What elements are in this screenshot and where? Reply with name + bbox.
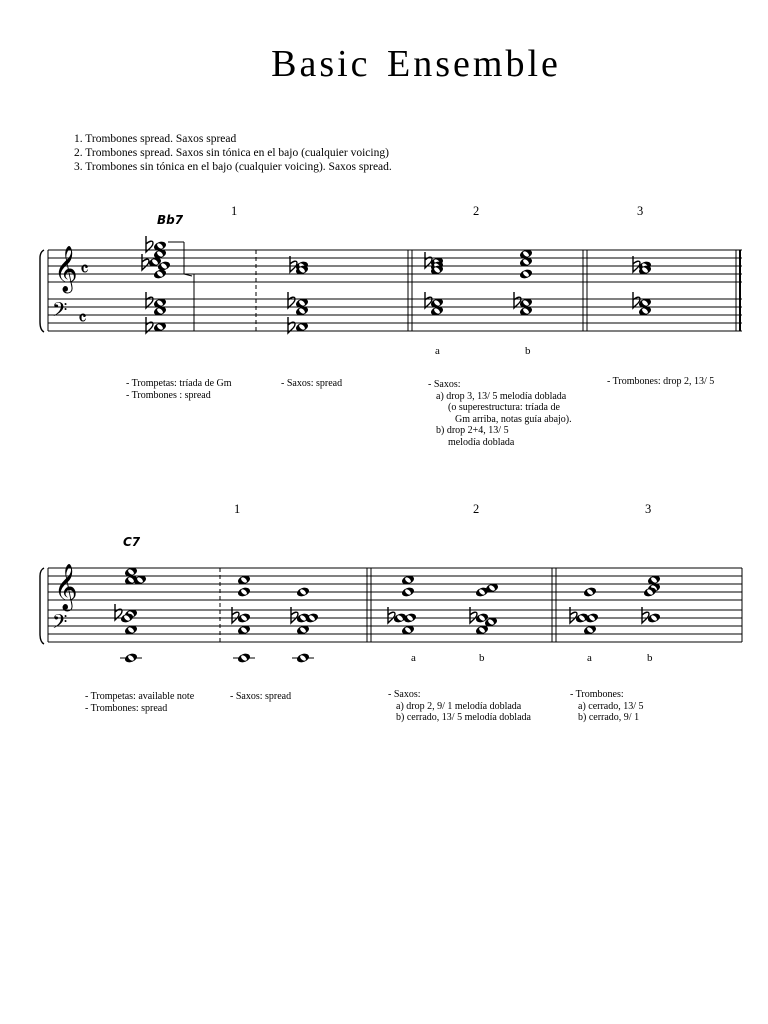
annotation-trumpets-trombones: - Trompetas: available note - Trombones: spread <box>85 691 195 714</box>
section-number-3: 3 <box>645 502 652 516</box>
bass-clef-icon: 𝄢 <box>52 610 68 638</box>
barlines <box>48 568 742 642</box>
section-number-1: 1 <box>231 204 238 218</box>
note-chord <box>388 574 417 636</box>
notes-system-2 <box>115 566 661 664</box>
note-chord <box>288 256 309 333</box>
note-chord <box>633 256 652 317</box>
section-number-1: 1 <box>234 502 241 516</box>
annotation-saxos: - Saxos: spread <box>230 691 292 702</box>
chord-symbol: Bb7 <box>157 213 184 227</box>
annotation-trombones-drop: - Trombones: drop 2, 13/ 5 <box>607 376 715 387</box>
annotation-saxos: - Saxos: spread <box>281 378 343 389</box>
section-number-3: 3 <box>637 204 644 218</box>
sublabel-b: b <box>525 345 531 357</box>
sublabel-a: a <box>411 652 416 664</box>
treble-clef-icon: 𝄞 <box>54 564 78 610</box>
grace-tail <box>168 242 192 276</box>
system-brace <box>40 568 44 644</box>
bass-clef-icon: 𝄢 <box>52 298 68 326</box>
notes-system-1 <box>142 236 652 333</box>
annotation-saxos-voicings: - Saxos: a) drop 3, 13/ 5 melodía doblada (o superestructura: tríada de Gm arriba, notas guía abajo). b) drop 2+4, 13/ 5 melodía doblada <box>428 379 572 448</box>
common-time-icon: 𝄴 <box>80 257 89 281</box>
section-number-2: 2 <box>473 502 480 516</box>
sublabel-a: a <box>587 652 592 664</box>
treble-clef-icon: 𝄞 <box>54 246 78 292</box>
note-chord <box>115 566 147 664</box>
note-chord <box>642 574 661 624</box>
section-number-2: 2 <box>473 204 480 218</box>
note-chord <box>146 292 167 333</box>
note-chord <box>291 586 319 664</box>
annotation-trombones-voicings: - Trombones: a) cerrado, 13/ 5 b) cerrado, 9/ 1 <box>570 689 644 724</box>
note-chord <box>470 582 499 636</box>
sublabel-a: a <box>435 345 440 357</box>
instruction-2: 2. Trombones spread. Saxos sin tónica en el bajo (cualquier voicing) <box>74 147 389 159</box>
page-title: Basic Ensemble <box>271 43 561 85</box>
sublabel-b: b <box>479 652 485 664</box>
annotation-trumpets-trombones: - Trompetas: tríada de Gm - Trombones : spread <box>126 378 232 401</box>
sublabel-b: b <box>647 652 653 664</box>
chord-symbol: C7 <box>123 535 141 549</box>
treble-staff-lines <box>48 568 742 600</box>
note-chord <box>570 586 599 636</box>
note-chord <box>232 574 251 664</box>
instruction-3: 3. Trombones sin tónica en el bajo (cualquier voicing). Saxos spread. <box>74 161 392 173</box>
annotation-saxos-voicings: - Saxos: a) drop 2, 9/ 1 melodía doblada b) cerrado, 13/ 5 melodía doblada <box>388 689 531 724</box>
common-time-icon: 𝄴 <box>78 306 87 330</box>
system-brace <box>40 250 44 332</box>
instruction-1: 1. Trombones spread. Saxos spread <box>74 133 237 145</box>
